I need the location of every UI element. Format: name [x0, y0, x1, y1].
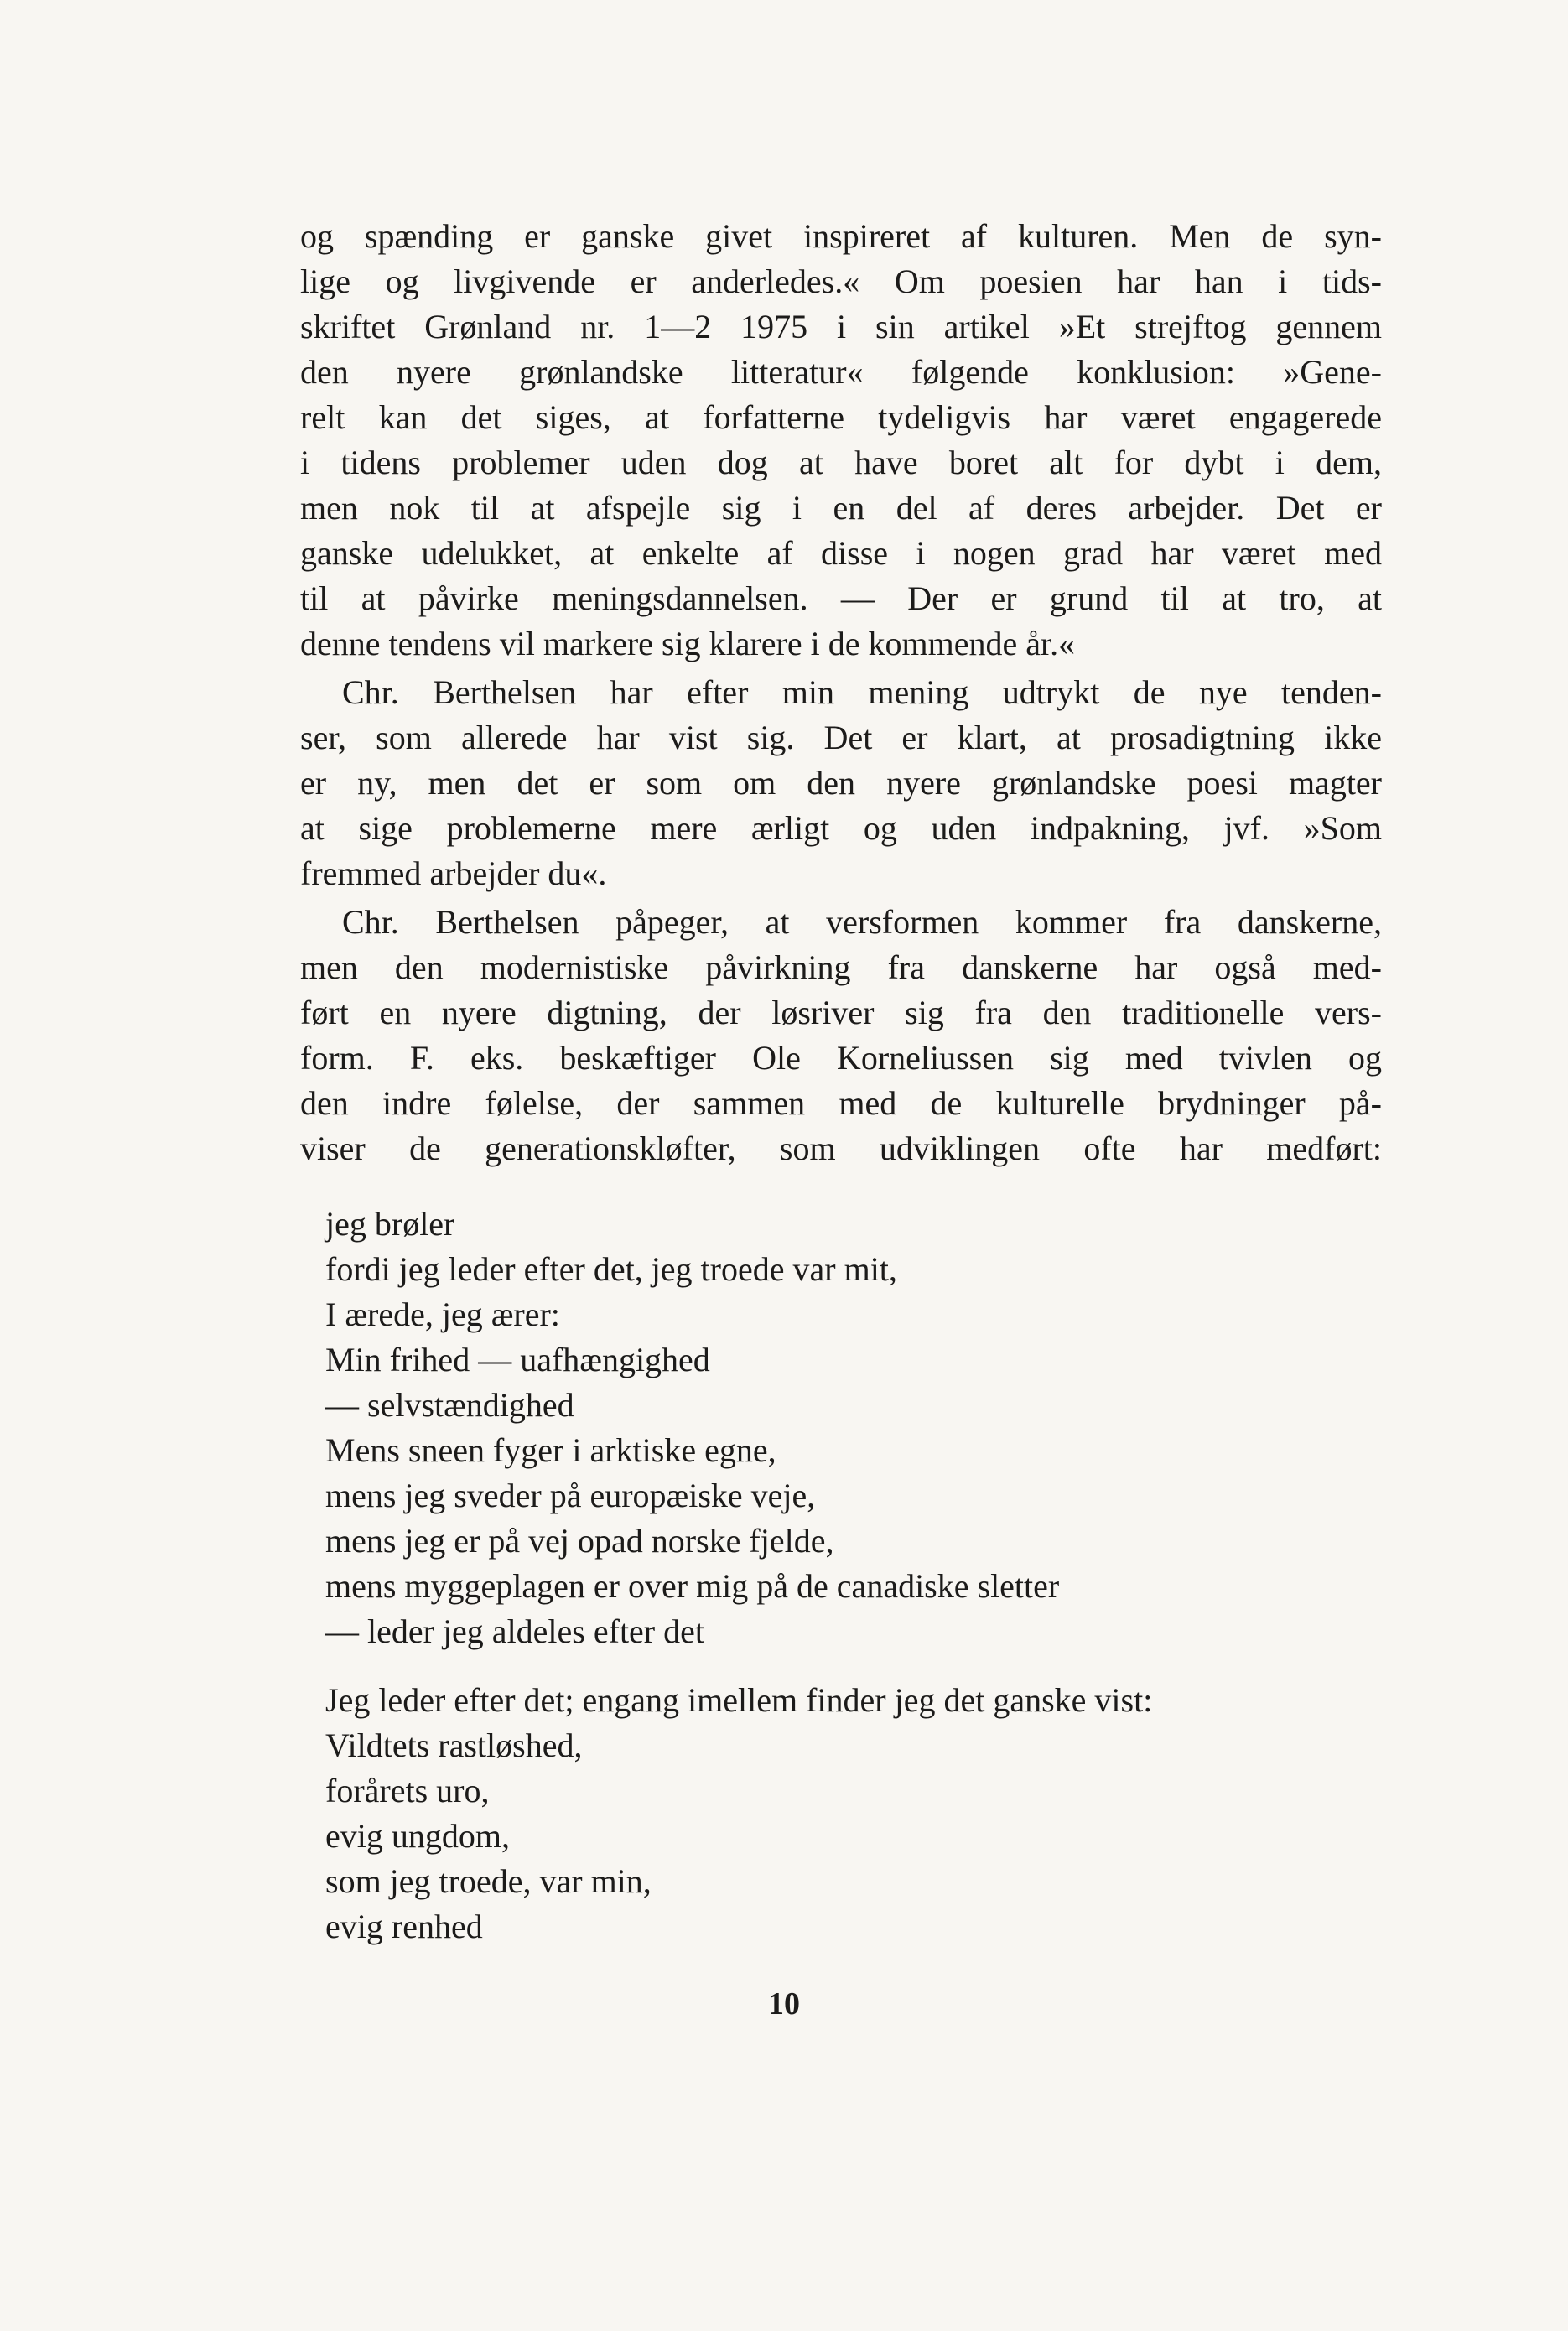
poem-line: evig ungdom,	[325, 1817, 510, 1855]
text-line: lige og livgivende er anderledes.« Om poesien har han i tids-	[300, 262, 1382, 300]
body-text	[300, 214, 1382, 1949]
poem-line: — leder jeg aldeles efter det	[325, 1612, 704, 1650]
poem-line: Vildtets rastløshed,	[325, 1726, 583, 1764]
page-number: 10	[768, 1986, 800, 2022]
poem-line: Jeg leder efter det; engang imellem finder jeg det ganske vist:	[325, 1681, 1153, 1719]
poem-line: jeg brøler	[325, 1205, 455, 1243]
text-line: ført en nyere digtning, der løsriver sig fra den traditionelle vers-	[300, 994, 1382, 1031]
text-line: form. F. eks. beskæftiger Ole Korneliussen sig med tvivlen og	[300, 1039, 1382, 1077]
paragraph-1	[300, 214, 1382, 667]
text-line: fremmed arbejder du«.	[300, 854, 607, 892]
poem-line: som jeg troede, var min,	[325, 1862, 652, 1900]
poem-line: — selvstændighed	[325, 1386, 574, 1424]
poem-line: mens jeg er på vej opad norske fjelde,	[325, 1522, 834, 1560]
poem-stanza-2	[325, 1678, 1382, 1949]
text-line: men nok til at afspejle sig i en del af deres arbejder. Det er	[300, 489, 1382, 527]
text-line: denne tendens vil markere sig klarere i de kommende år.«	[300, 625, 1076, 662]
poem-line: Min frihed — uafhængighed	[325, 1341, 710, 1378]
text-line: skriftet Grønland nr. 1—2 1975 i sin artikel »Et strejftog gennem	[300, 308, 1382, 345]
text-line: er ny, men det er som om den nyere grønlandske poesi magter	[300, 764, 1382, 802]
poem	[325, 1202, 1382, 1949]
text-line: men den modernistiske påvirkning fra danskerne har også med-	[300, 948, 1382, 986]
text-line: til at påvirke meningsdannelsen. — Der er grund til at tro, at	[300, 579, 1382, 617]
poem-line: Mens sneen fyger i arktiske egne,	[325, 1431, 776, 1469]
paragraph-3	[300, 900, 1382, 1171]
paragraph-2	[300, 670, 1382, 896]
text-line: Chr. Berthelsen påpeger, at versformen kommer fra danskerne,	[342, 903, 1382, 941]
poem-line: forårets uro,	[325, 1772, 490, 1809]
text-line: ser, som allerede har vist sig. Det er klart, at prosadigtning ikke	[300, 719, 1382, 756]
text-line: ganske udelukket, at enkelte af disse i nogen grad har været med	[300, 534, 1382, 572]
poem-line: fordi jeg leder efter det, jeg troede var mit,	[325, 1250, 897, 1288]
text-line: relt kan det siges, at forfatterne tydeligvis har været engagerede	[300, 398, 1382, 436]
poem-line: evig renhed	[325, 1908, 483, 1945]
text-line: den nyere grønlandske litteratur« følgende konklusion: »Gene-	[300, 353, 1382, 391]
poem-line: mens myggeplagen er over mig på de canadiske sletter	[325, 1567, 1060, 1605]
poem-stanza-1	[325, 1202, 1382, 1654]
text-line: at sige problemerne mere ærligt og uden indpakning, jvf. »Som	[300, 809, 1382, 847]
poem-line: mens jeg sveder på europæiske veje,	[325, 1477, 816, 1514]
text-line: viser de generationskløfter, som udviklingen ofte har medført:	[300, 1129, 1382, 1167]
text-line: den indre følelse, der sammen med de kulturelle brydninger på-	[300, 1084, 1382, 1122]
text-line: i tidens problemer uden dog at have boret alt for dybt i dem,	[300, 444, 1382, 481]
text-line: Chr. Berthelsen har efter min mening udtrykt de nye tenden-	[342, 673, 1382, 711]
text-line: og spænding er ganske givet inspireret af kulturen. Men de syn-	[300, 217, 1382, 255]
poem-line: I ærede, jeg ærer:	[325, 1295, 560, 1333]
